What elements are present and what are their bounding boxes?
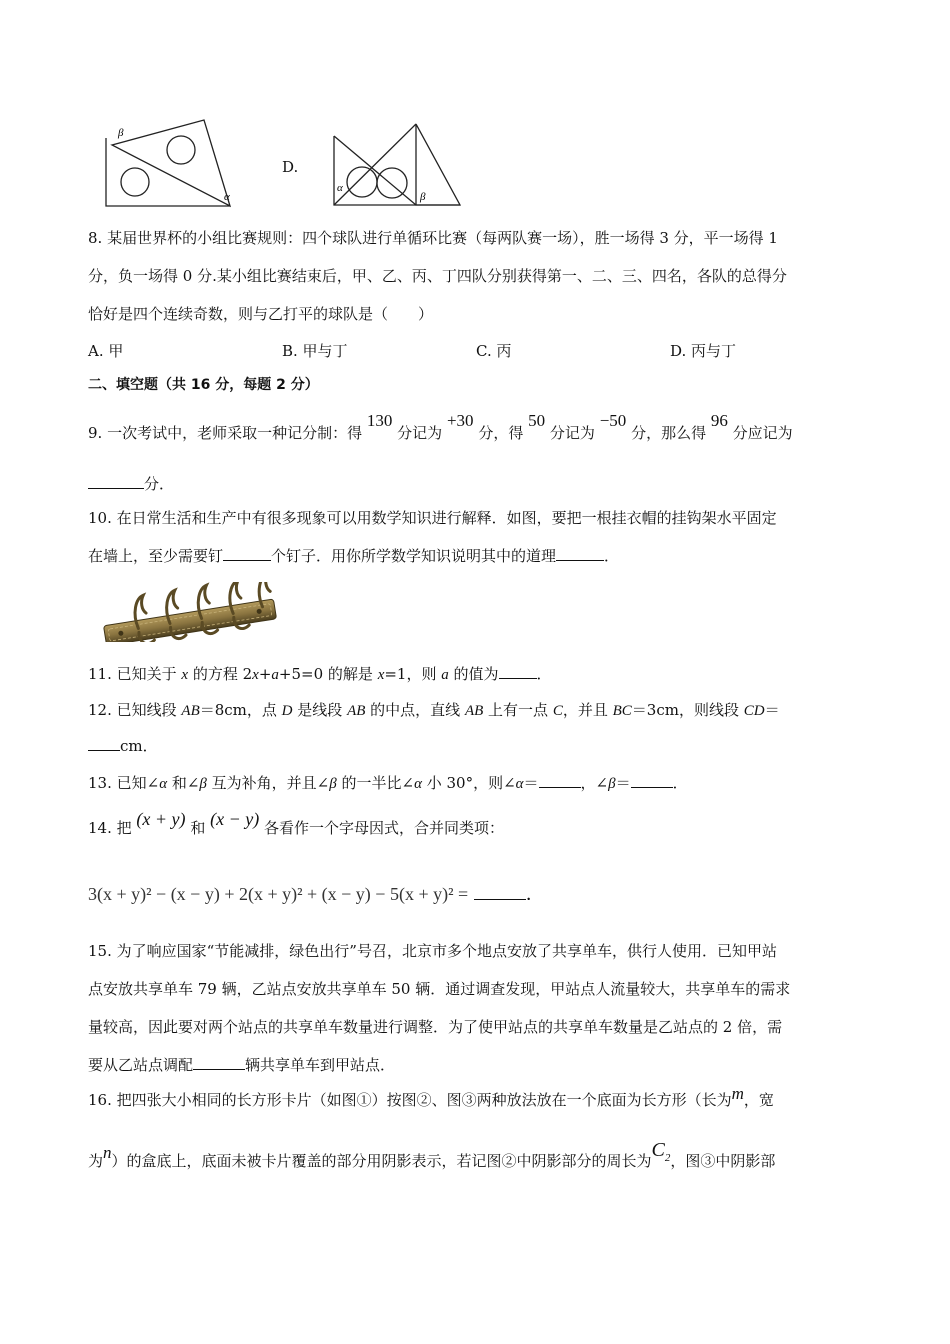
q13-text: 互为补角，并且∠ [206,774,330,792]
q11-text: +5=0 的解是 [278,665,378,683]
q9-text: 分，那么得 [631,424,707,442]
q13-blank-alpha[interactable] [539,773,581,788]
q9-text: 分． [144,475,175,493]
q13-text: 小 30°，则∠ [421,774,516,792]
q8-option-b: B. 甲与丁 [282,342,348,360]
q11-var-x: x [252,667,259,683]
q9-answer-blank[interactable] [88,474,144,489]
q13-line [88,773,688,794]
q12-line-2 [88,736,158,756]
q13-text: 和∠ [167,774,200,792]
q8-line-3: 恰好是四个连续奇数，则与乙打平的球队是（ ） [88,305,434,323]
q11-text: 的值为 [448,665,499,683]
q12-answer-blank[interactable] [88,736,120,751]
q9-score-96: 96 [710,411,728,430]
q10-text: 在墙上，至少需要钉 [88,547,224,565]
q16-text: 为 [88,1152,104,1170]
q12-var: D [281,703,293,719]
q14-text: 14. 把 [88,819,132,837]
q16-text: ，宽 [743,1091,774,1109]
q15-line-1: 15. 为了响应国家“节能减排，绿色出行”号召，北京市多个地点安放了共享单车，供行人使用．已知甲站 [88,942,777,960]
q13-text: ＝ [615,774,631,792]
q10-text: 个钉子．用你所学数学知识说明其中的道理 [271,547,557,565]
q11-var-x: x [181,667,189,683]
q11-var-x: x [377,667,385,683]
q9-score-50: 50 [528,411,546,430]
q11-text: =1，则 [384,665,442,683]
figure-option-c [98,116,238,212]
q16-text: 16. 把四张大小相同的长方形卡片（如图①）按图②、图③两种放法放在一个底面为长方形（长为 [88,1091,732,1109]
q11-answer-blank[interactable] [499,664,537,679]
q12-text: ＝8cm，点 [199,701,282,719]
q12-text: 12. 已知线段 [88,701,182,719]
q12-text: ，并且 [562,701,613,719]
q9-record-plus30: +30 [446,411,474,430]
q10-text: ． [604,547,620,565]
q10-line-2 [88,546,619,566]
alpha-label: α [337,182,343,194]
q16-var-c: C [651,1139,665,1161]
q16-var-m: m [731,1084,744,1103]
q12-var: AB [464,703,484,719]
q15-text: 要从乙站点调配 [88,1056,194,1074]
q12-var: BC [612,703,632,719]
q15-line-2: 点安放共享单车 79 辆，乙站点安放共享单车 50 辆．通过调查发现，甲站点人流量较大，共享单车的需求 [88,980,791,998]
q16-text: ）的盒底上，底面未被卡片覆盖的部分用阴影表示，若记图②中阴影部分的周长为 [111,1152,652,1170]
q16-var-c2 [651,1139,671,1164]
q12-var: C [552,703,563,719]
q9-text: 分，得 [478,424,524,442]
q15-line-4 [88,1055,395,1075]
q13-text: ＝ [523,774,539,792]
q9-text: 分记为 [397,424,443,442]
q12-var: AB [181,703,200,719]
q16-var-n: n [103,1143,112,1162]
q13-text: 13. 已知∠ [88,774,160,792]
q13-var: α [414,776,422,792]
q11-line [88,664,552,685]
q9-record-minus50: −50 [599,411,627,430]
q13-text: 的一半比∠ [336,774,415,792]
q16-text: ，图③中阴影部 [670,1152,776,1170]
q9-text: 分应记为 [732,424,793,442]
q14-line-2 [88,884,544,905]
alpha-label: α [224,191,230,203]
q11-var-a: a [271,667,279,683]
q14-text: 各看作一个字母因式，合并同类项： [264,819,505,837]
q16-subscript: 2 [664,1152,671,1164]
q12-text: 是线段 [292,701,348,719]
q14-line-1 [88,809,505,838]
beta-label: β [118,127,124,139]
q8-option-c: C. 丙 [476,342,512,360]
q12-var: CD [743,703,765,719]
q13-blank-beta[interactable] [631,773,673,788]
q8-option-a: A. 甲 [88,342,124,360]
q11-text: + [258,665,272,683]
q12-text: cm． [120,737,158,755]
q8-line-2: 分，负一场得 0 分.某小组比赛结束后，甲、乙、丙、丁四队分别获得第一、二、三、四名，各队的总得分 [88,267,787,285]
section-heading: 二、填空题（共 16 分，每题 2 分） [88,377,319,393]
q11-var-a: a [441,667,449,683]
q14-expression: 3(x + y)² − (x − y) + 2(x + y)² + (x − y) − 5(x + y)² = [88,884,469,904]
q10-blank-reason[interactable] [556,546,604,561]
q14-text: 和 [190,819,206,837]
q11-text: ． [536,665,552,683]
q8-option-d: D. 丙与丁 [670,342,737,360]
q9-line-1 [88,411,793,443]
q9-score-130: 130 [366,411,393,430]
figure-option-d [328,120,463,210]
q16-line-2 [88,1139,776,1178]
q13-text: ，∠ [580,774,609,792]
q12-text: ＝3cm，则线段 [631,701,744,719]
q10-line-1: 10. 在日常生活和生产中有很多现象可以用数学知识进行解释．如图，要把一根挂衣帽的挂钩架水平固定 [88,509,777,527]
q12-text: 的中点，直线 [365,701,465,719]
q15-text: 辆共享单车到甲站点． [245,1056,396,1074]
q9-line-2 [88,474,174,494]
coat-hook-rack-image [100,582,285,642]
q10-blank-nails[interactable] [223,546,271,561]
q13-var: β [608,776,616,792]
beta-label: β [420,191,426,203]
q15-line-3: 量较高，因此要对两个站点的共享单车数量进行调整．为了使甲站点的共享单车数量是乙站点的 2 倍，需 [88,1018,783,1036]
q9-text: 分记为 [549,424,595,442]
q14-answer-blank[interactable] [474,885,526,900]
q16-line-1 [88,1084,774,1110]
q14-factor-x-minus-y: (x − y) [210,809,260,829]
q13-var: α [159,776,168,792]
q12-text: ＝ [764,701,780,719]
q15-answer-blank[interactable] [193,1055,245,1070]
q13-var: β [329,776,337,792]
option-d-label: D. [282,158,299,176]
q14-text: ． [525,884,544,905]
q13-var: α [515,776,524,792]
q11-text: 的方程 2 [188,665,253,683]
q12-var: AB [347,703,366,719]
q11-text: 11. 已知关于 [88,665,182,683]
q8-line-1: 8. 某届世界杯的小组比赛规则：四个球队进行单循环比赛（每两队赛一场），胜一场得 3 分，平一场得 1 [88,229,778,247]
q9-text: 9. 一次考试中，老师采取一种记分制：得 [88,424,363,442]
q13-var: β [199,776,207,792]
q14-factor-x-plus-y: (x + y) [136,809,186,829]
q12-text: 上有一点 [483,701,553,719]
q12-line-1 [88,700,780,721]
q13-text: ． [672,774,688,792]
